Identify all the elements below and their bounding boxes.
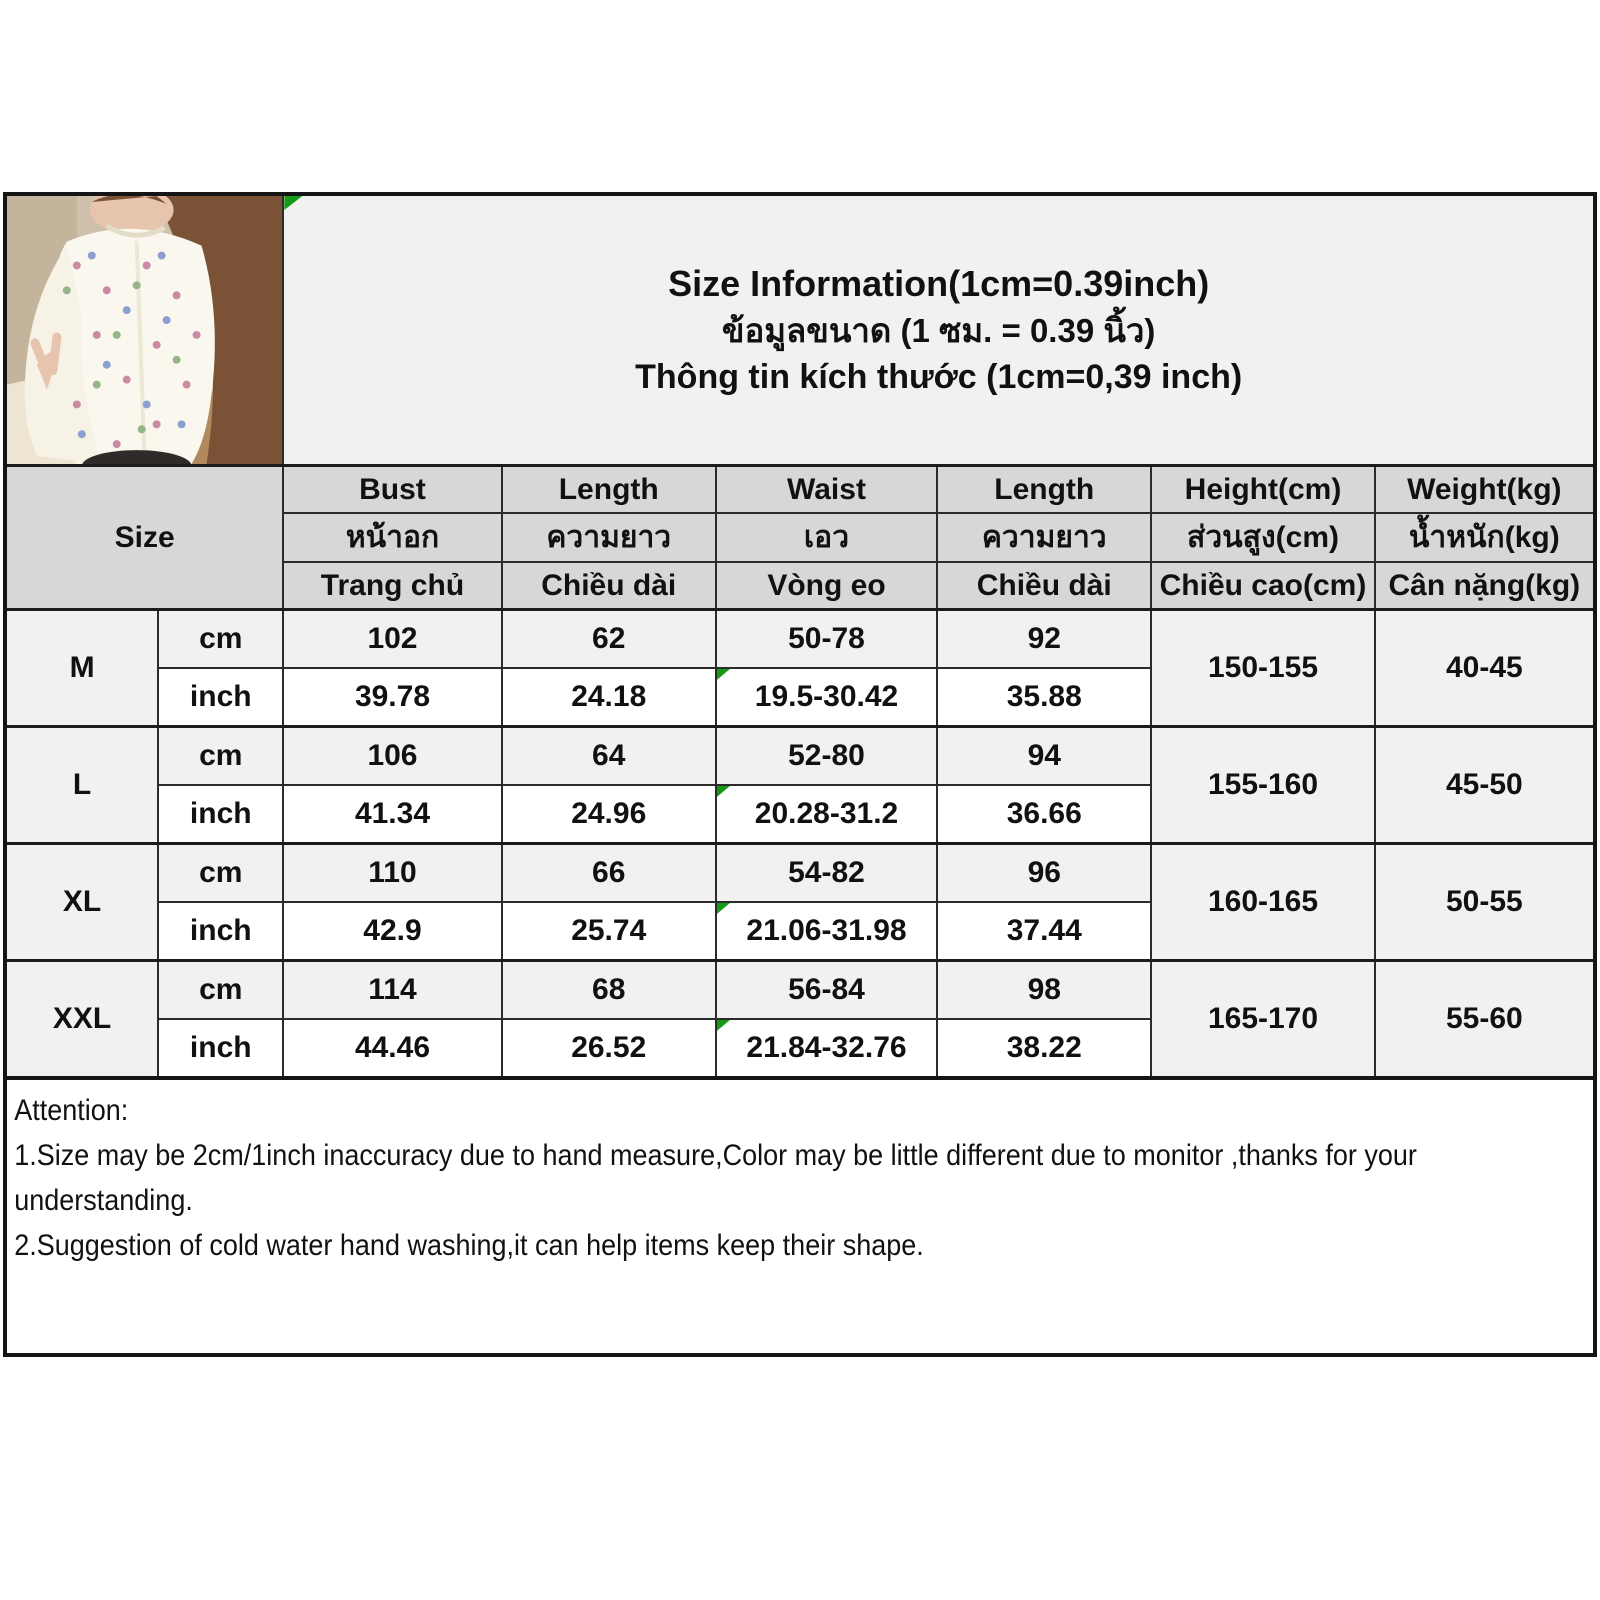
product-photo (7, 196, 282, 464)
col-header-height-vi: Chiều cao(cm) (1151, 562, 1374, 610)
excel-error-marker-icon (717, 903, 730, 914)
waist-inch-value: 19.5-30.42 (754, 680, 899, 713)
value-cell: 54-82 (716, 844, 937, 903)
value-cell: 94 (937, 727, 1151, 786)
value-cell: 37.44 (937, 902, 1151, 961)
value-cell: 50-78 (716, 610, 937, 669)
value-cell (716, 785, 937, 844)
size-label-l: L (5, 727, 158, 844)
waist-inch-value: 21.84-32.76 (746, 1031, 907, 1064)
page-title-th: ข้อมูลขนาด (1 ซม. = 0.39 นิ้ว) (721, 311, 1156, 349)
value-cell: 64 (502, 727, 716, 786)
value-cell: 24.96 (502, 785, 716, 844)
product-photo-cell (5, 194, 283, 466)
value-cell: 68 (502, 961, 716, 1020)
weight-cell: 50-55 (1375, 844, 1595, 961)
value-cell: 66 (502, 844, 716, 903)
unit-inch-label: inch (158, 785, 283, 844)
value-cell: 42.9 (283, 902, 501, 961)
page-title-vi: Thông tin kích thước (1cm=0,39 inch) (635, 357, 1243, 396)
col-header-bust-en: Bust (283, 466, 501, 514)
value-cell (716, 1019, 937, 1078)
value-cell: 110 (283, 844, 501, 903)
value-cell: 114 (283, 961, 501, 1020)
excel-error-marker-icon (284, 196, 302, 210)
col-header-waist-th: เอว (716, 513, 937, 562)
unit-cm-label: cm (158, 727, 283, 786)
value-cell: 98 (937, 961, 1151, 1020)
attention-note-1: 1.Size may be 2cm/1inch inaccuracy due to hand measure,Color may be little different due to monitor ,thanks for your (14, 1139, 1417, 1172)
height-cell: 160-165 (1151, 844, 1374, 961)
col-header-waist-en: Waist (716, 466, 937, 514)
value-cell: 52-80 (716, 727, 937, 786)
col-header-length-en: Length (502, 466, 716, 514)
size-corner-label: Size (5, 466, 283, 610)
col-header-length2-en: Length (937, 466, 1151, 514)
unit-cm-label: cm (158, 610, 283, 669)
attention-note-1-cont: understanding. (14, 1184, 193, 1217)
attention-note-2: 2.Suggestion of cold water hand washing,it can help items keep their shape. (14, 1229, 924, 1262)
size-chart-table (3, 192, 1597, 1080)
unit-inch-label: inch (158, 902, 283, 961)
col-header-length-vi: Chiều dài (502, 562, 716, 610)
page-title-en: Size Information(1cm=0.39inch) (668, 262, 1210, 304)
waist-inch-value: 20.28-31.2 (754, 797, 899, 830)
title-cell (283, 194, 1595, 466)
col-header-waist-vi: Vòng eo (716, 562, 937, 610)
value-cell: 92 (937, 610, 1151, 669)
attention-title: Attention: (14, 1094, 129, 1127)
height-cell: 150-155 (1151, 610, 1374, 727)
unit-cm-label: cm (158, 844, 283, 903)
value-cell: 24.18 (502, 668, 716, 727)
value-cell: 39.78 (283, 668, 501, 727)
col-header-length2-vi: Chiều dài (937, 562, 1151, 610)
col-header-height-en: Height(cm) (1151, 466, 1374, 514)
value-cell: 41.34 (283, 785, 501, 844)
value-cell: 102 (283, 610, 501, 669)
excel-error-marker-icon (717, 669, 730, 680)
size-label-xl: XL (5, 844, 158, 961)
excel-error-marker-icon (717, 1020, 730, 1031)
col-header-weight-en: Weight(kg) (1375, 466, 1595, 514)
value-cell: 36.66 (937, 785, 1151, 844)
size-label-m: M (5, 610, 158, 727)
value-cell: 62 (502, 610, 716, 669)
value-cell: 106 (283, 727, 501, 786)
value-cell (716, 902, 937, 961)
waist-inch-value: 21.06-31.98 (746, 914, 907, 947)
unit-cm-label: cm (158, 961, 283, 1020)
col-header-bust-th: หน้าอก (283, 513, 501, 562)
excel-error-marker-icon (717, 786, 730, 797)
attention-notes (3, 1080, 1597, 1357)
value-cell: 26.52 (502, 1019, 716, 1078)
value-cell: 38.22 (937, 1019, 1151, 1078)
col-header-bust-vi: Trang chủ (283, 562, 501, 610)
value-cell: 35.88 (937, 668, 1151, 727)
weight-cell: 40-45 (1375, 610, 1595, 727)
value-cell: 44.46 (283, 1019, 501, 1078)
unit-inch-label: inch (158, 668, 283, 727)
value-cell: 56-84 (716, 961, 937, 1020)
size-label-xxl: XXL (5, 961, 158, 1079)
height-cell: 165-170 (1151, 961, 1374, 1079)
col-header-length-th: ความยาว (502, 513, 716, 562)
value-cell: 96 (937, 844, 1151, 903)
col-header-length2-th: ความยาว (937, 513, 1151, 562)
size-chart-sheet (3, 192, 1597, 1357)
unit-inch-label: inch (158, 1019, 283, 1078)
col-header-weight-th: น้ำหนัก(kg) (1375, 513, 1595, 562)
weight-cell: 45-50 (1375, 727, 1595, 844)
height-cell: 155-160 (1151, 727, 1374, 844)
value-cell: 25.74 (502, 902, 716, 961)
value-cell (716, 668, 937, 727)
col-header-height-th: ส่วนสูง(cm) (1151, 513, 1374, 562)
col-header-weight-vi: Cân nặng(kg) (1375, 562, 1595, 610)
weight-cell: 55-60 (1375, 961, 1595, 1079)
